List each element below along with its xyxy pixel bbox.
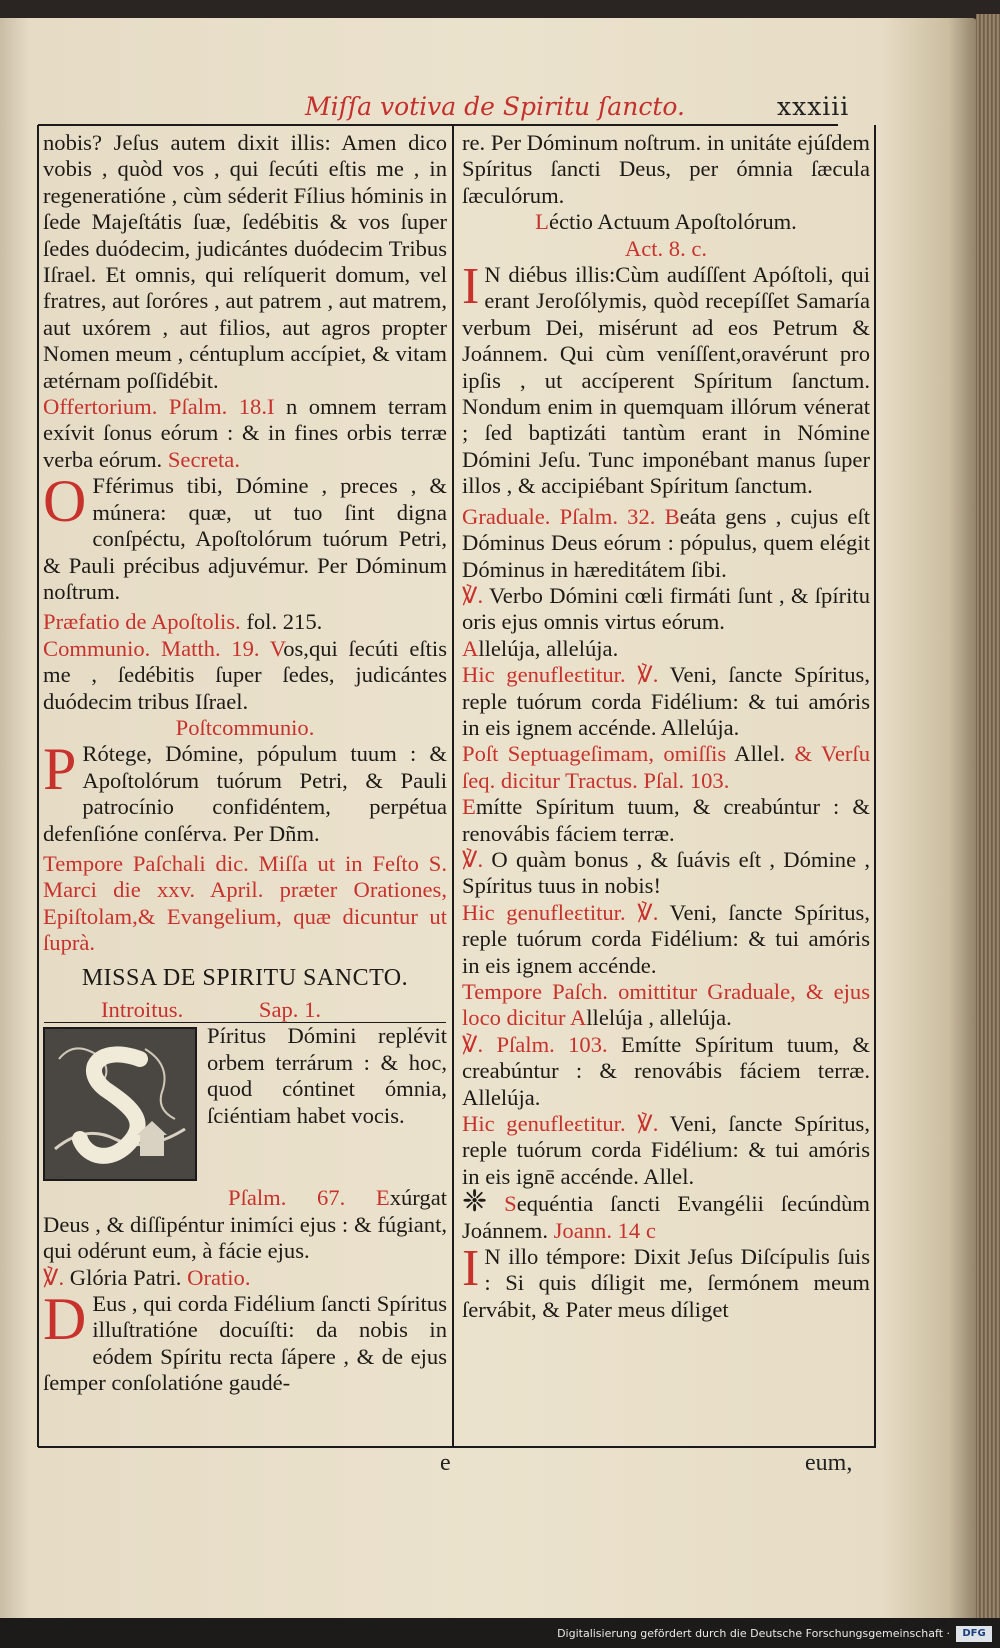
versicle-mark: ℣. xyxy=(637,662,659,688)
alleluia-text: llelúja, allelúja. xyxy=(478,635,619,661)
emitte-text: mítte Spíritum tuum, & creabúntur : & renovábis fáciem terræ. xyxy=(462,794,870,846)
versicle-mark: ℣. xyxy=(43,1264,65,1290)
communion-text: os,qui ſecúti eſtis me , ſedébitis ſuper ſedes, judicántes duódecim tribus Iſrael. xyxy=(43,635,447,714)
gospel-heading xyxy=(462,1185,870,1244)
communion-label: Communio. Matth. 19. xyxy=(43,635,260,661)
quam-text: O quàm bonus , & ſuávis eſt , Dómine , Spíritus tuus in nobis! xyxy=(462,846,870,899)
veni-text: Veni, ſancte Spíritus, reple tuórum corda Fidélium: & tui amóris in eis ignem accénde. Allelúja. xyxy=(462,662,870,740)
lectio-title xyxy=(462,209,870,235)
gradual-text: eáta gens , cujus eſt Dóminus Deus eórum : pópulus, quem elégit Dóminus in hæreditátem ſibi. xyxy=(462,503,870,582)
introit-text: Píritus Dómini replévit orbem terrárum : & hoc, quod cóntinet ómnia, ſciéntiam habet vocis. xyxy=(207,1023,447,1128)
lectio-title-text: éctio Actuum Apoſtolórum. xyxy=(548,209,797,235)
right-column xyxy=(462,130,870,1450)
psalm-67-label: Pſalm. 67. xyxy=(228,1185,346,1211)
verbo-text: Verbo Dómini cœli firmáti ſunt , & ſpíritu oris ejus omnis virtus eórum. xyxy=(462,582,870,635)
lectio-ref: Act. 8. c. xyxy=(624,235,708,261)
gospel-ref: Joann. 14 c xyxy=(553,1217,656,1243)
catchword: eum, xyxy=(805,1450,853,1476)
introit-ref: Sap. 1. xyxy=(258,997,322,1022)
offertory-text: n omnem terram exívit ſonus eórum : & in fines orbis terræ verba eórum. xyxy=(43,394,447,472)
gospel-body: N illo témpore: Dixit Jeſus Diſcípulis ſuis : Si quis díligit me, ſermónem meum ſervábit, & Pater meus díliget xyxy=(462,1244,870,1322)
woodcut-initial-icon xyxy=(45,1029,195,1179)
secret-label: Secreta. xyxy=(167,446,240,472)
oratio-label: Oratio. xyxy=(187,1264,251,1290)
oratio-text: Eus , qui corda Fidélium ſancti Spíritus illuſtratióne docuíſti: da nobis in eódem Spíritu recta ſápere , & de ejus ſemper conſolatióne gaudé- xyxy=(43,1291,447,1396)
top-rule xyxy=(38,124,838,126)
communion-initial: V xyxy=(269,635,284,661)
introit-label: Introitus. xyxy=(101,997,184,1022)
footer-credit: Digitalisierung gefördert durch die Deutsche Forschungsgemeinschaft · xyxy=(557,1627,950,1640)
oratio-continuation: re. Per Dóminum noſtrum. in unitáte ejúſdem Spíritus ſancti Deus, per ómnia ſæcula ſæculórum. xyxy=(462,130,870,208)
gradual xyxy=(462,504,870,583)
folio-number: xxxiii xyxy=(777,92,850,121)
alleluia2-text: llelúja , allelúja. xyxy=(586,1005,732,1031)
veni-2 xyxy=(462,900,870,979)
gloria xyxy=(43,1265,447,1291)
page-edge-stack xyxy=(976,14,1000,1620)
genuflect-rubric: Hic genufleɛtitur. xyxy=(462,899,626,925)
secret-text: Fférimus tibi, Dómine , preces , & múnera: quæ, ut tuo ſint digna conſpéctu, Apoſtolórum tuórum Petri, & Pauli précibus adjuvémur. Per Dóminum noſtrum. xyxy=(43,473,447,604)
emitte-initial: E xyxy=(462,794,476,820)
gospel-title: equéntia ſancti Evangélii ſecúndùm Joánnem. xyxy=(462,1191,870,1243)
versicle-mark: ℣. xyxy=(637,1111,659,1137)
veni-text-2: Veni, ſancte Spíritus, reple tuórum corda Fidélium: & tui amóris in eis ignem accénde. xyxy=(462,899,870,978)
gradual-label: Graduale. Pſalm. 32. xyxy=(462,503,656,529)
communion xyxy=(43,636,447,715)
preface-label: Præfatio de Apoſtolis. xyxy=(43,609,241,635)
gloria-text: Glória Patri. xyxy=(69,1264,182,1290)
oratio-drop-cap: D xyxy=(43,1286,87,1353)
genuflect-rubric: Hic genufleɛtitur. xyxy=(462,1111,626,1137)
postcommunion-prayer xyxy=(43,736,447,847)
lectio-initial: L xyxy=(535,209,549,235)
post-septuagesimam xyxy=(462,741,870,794)
psalm-67 xyxy=(43,1185,447,1264)
signature-mark: e xyxy=(440,1450,451,1476)
lectio-text xyxy=(462,258,870,500)
verbo-versicle xyxy=(462,583,870,636)
alleluia2-initial: A xyxy=(569,1005,587,1031)
preface xyxy=(43,609,447,635)
tract-emitte xyxy=(462,794,870,847)
gospel-text xyxy=(462,1240,870,1323)
gospel-continuation: nobis? Jeſus autem dixit illis: Amen dico vobis , quòd vos , qui ſecúti eſtis me , in regeneratióne , cùm séderit Fílius hóminis in ſede Majeſtátis ſuæ, ſedébitis & vos ſuper ſedes duódecim, judicántes duódecim Tribus Iſrael. Et omnis, qui relíquerit domum, vel fratres, aut ſoróres , aut patrem , aut matrem, aut uxórem , aut filios, aut agros propter Nomen meum , céntuplum accípiet, & vitam ætérnam poſſidébit. xyxy=(43,130,447,393)
psalm-67-initial: E xyxy=(375,1185,390,1211)
veni-3 xyxy=(462,1111,870,1190)
alleluia-initial: A xyxy=(462,635,479,661)
running-title: Miſſa votiva de Spiritu ſancto. xyxy=(305,92,685,121)
psalm-103-label: Pſalm. 103. xyxy=(496,1031,608,1057)
right-rule xyxy=(874,125,876,1447)
dfg-logo: DFG xyxy=(956,1626,992,1642)
genuflect-rubric: Hic genufleɛtitur. xyxy=(462,662,626,688)
veni-text-3: Veni, ſancte Spíritus, reple tuórum corda Fidélium: & tui amóris in eis ignē accénde. Allel. xyxy=(462,1111,870,1189)
versicle-mark: ℣. xyxy=(462,582,484,608)
fleuron-icon: ❈ xyxy=(462,1185,488,1219)
paschal-note: Tempore Paſchali dic. Miſſa ut in Feſto S. Marci die xxv. April. præter Orationes, Epiſtolam,& Evangelium, quæ dicuntur ut ſuprà. xyxy=(43,850,447,956)
psalm-103-text: Emítte Spíritum tuum, & creabúntur : & renovábis fáciem terræ. Allelúja. xyxy=(462,1031,870,1110)
lectio-drop-cap: I xyxy=(462,258,480,316)
alleluia-1 xyxy=(462,636,870,662)
missa-title: MISSA DE SPIRITU SANCTO. xyxy=(81,964,409,991)
secret-drop-cap: O xyxy=(43,468,87,535)
tempore-paschali xyxy=(462,979,870,1032)
psalm-67-text: xúrgat Deus , & diſſipéntur inimíci ejus : & fúgiant, qui odérunt eum, à fácie ejus. xyxy=(43,1185,447,1264)
woodcut-initial-s xyxy=(43,1027,197,1181)
postcommunion-label: Poſtcommunio. xyxy=(175,714,315,740)
gradual-initial: B xyxy=(664,503,680,529)
versu-seq-rubric: & Verſu ſeq. dicitur Tractus. Pſal. 103. xyxy=(462,741,870,793)
quam-bonus xyxy=(462,847,870,900)
offertory-label: Offertorium. Pſalm. 18. xyxy=(43,394,267,420)
introit-header xyxy=(43,997,447,1023)
tempore-pasch-rubric: Tempore Paſch. omittitur Graduale, & ejus loco dicitur xyxy=(462,979,870,1031)
preface-ref: fol. 215. xyxy=(246,609,323,635)
post-sept-rubric: Poſt Septuageſimam, omiſſis xyxy=(462,741,727,767)
postcommunion-drop-cap: P xyxy=(43,736,77,803)
versicle-mark: ℣. xyxy=(462,1031,484,1057)
column-divider xyxy=(452,125,454,1447)
veni-1 xyxy=(462,662,870,741)
offertory xyxy=(43,394,447,473)
gospel-drop-cap: I xyxy=(462,1240,480,1298)
psalm-103 xyxy=(462,1032,870,1111)
oratio-prayer xyxy=(43,1286,447,1397)
secret-prayer xyxy=(43,468,447,605)
left-column xyxy=(43,130,447,1450)
left-rule xyxy=(37,125,39,1447)
allel-word: Allel. xyxy=(734,741,786,767)
postcommunion-text: Rótege, Dómine, pópulum tuum : & Apoſtolórum tuórum Petri, & Pauli patrocínio confidéntem, perpétua defenſióne conſérva. Per Dñm. xyxy=(43,741,447,846)
offertory-initial: I xyxy=(266,394,275,420)
versicle-mark: ℣. xyxy=(637,899,659,925)
lectio-body: N diébus illis:Cùm audíſſent Apóſtoli, qui erant Jeroſólymis, quòd recepíſſet Samaría verbum Dei, misérunt ad eos Petrum & Joánnem. Qui cùm veníſſent,oravérunt pro ipſis , ut accíperent Spíritum ſanctum. Nondum enim in quemquam illórum vénerat ; ſed baptizáti tantùm erant in Nómine Dómini Jeſu. Tunc imponébant manus ſuper illos , & accipiébant Spíritum ſanctum. xyxy=(462,262,870,499)
gospel-initial: S xyxy=(504,1191,517,1217)
versicle-mark: ℣. xyxy=(462,846,484,872)
